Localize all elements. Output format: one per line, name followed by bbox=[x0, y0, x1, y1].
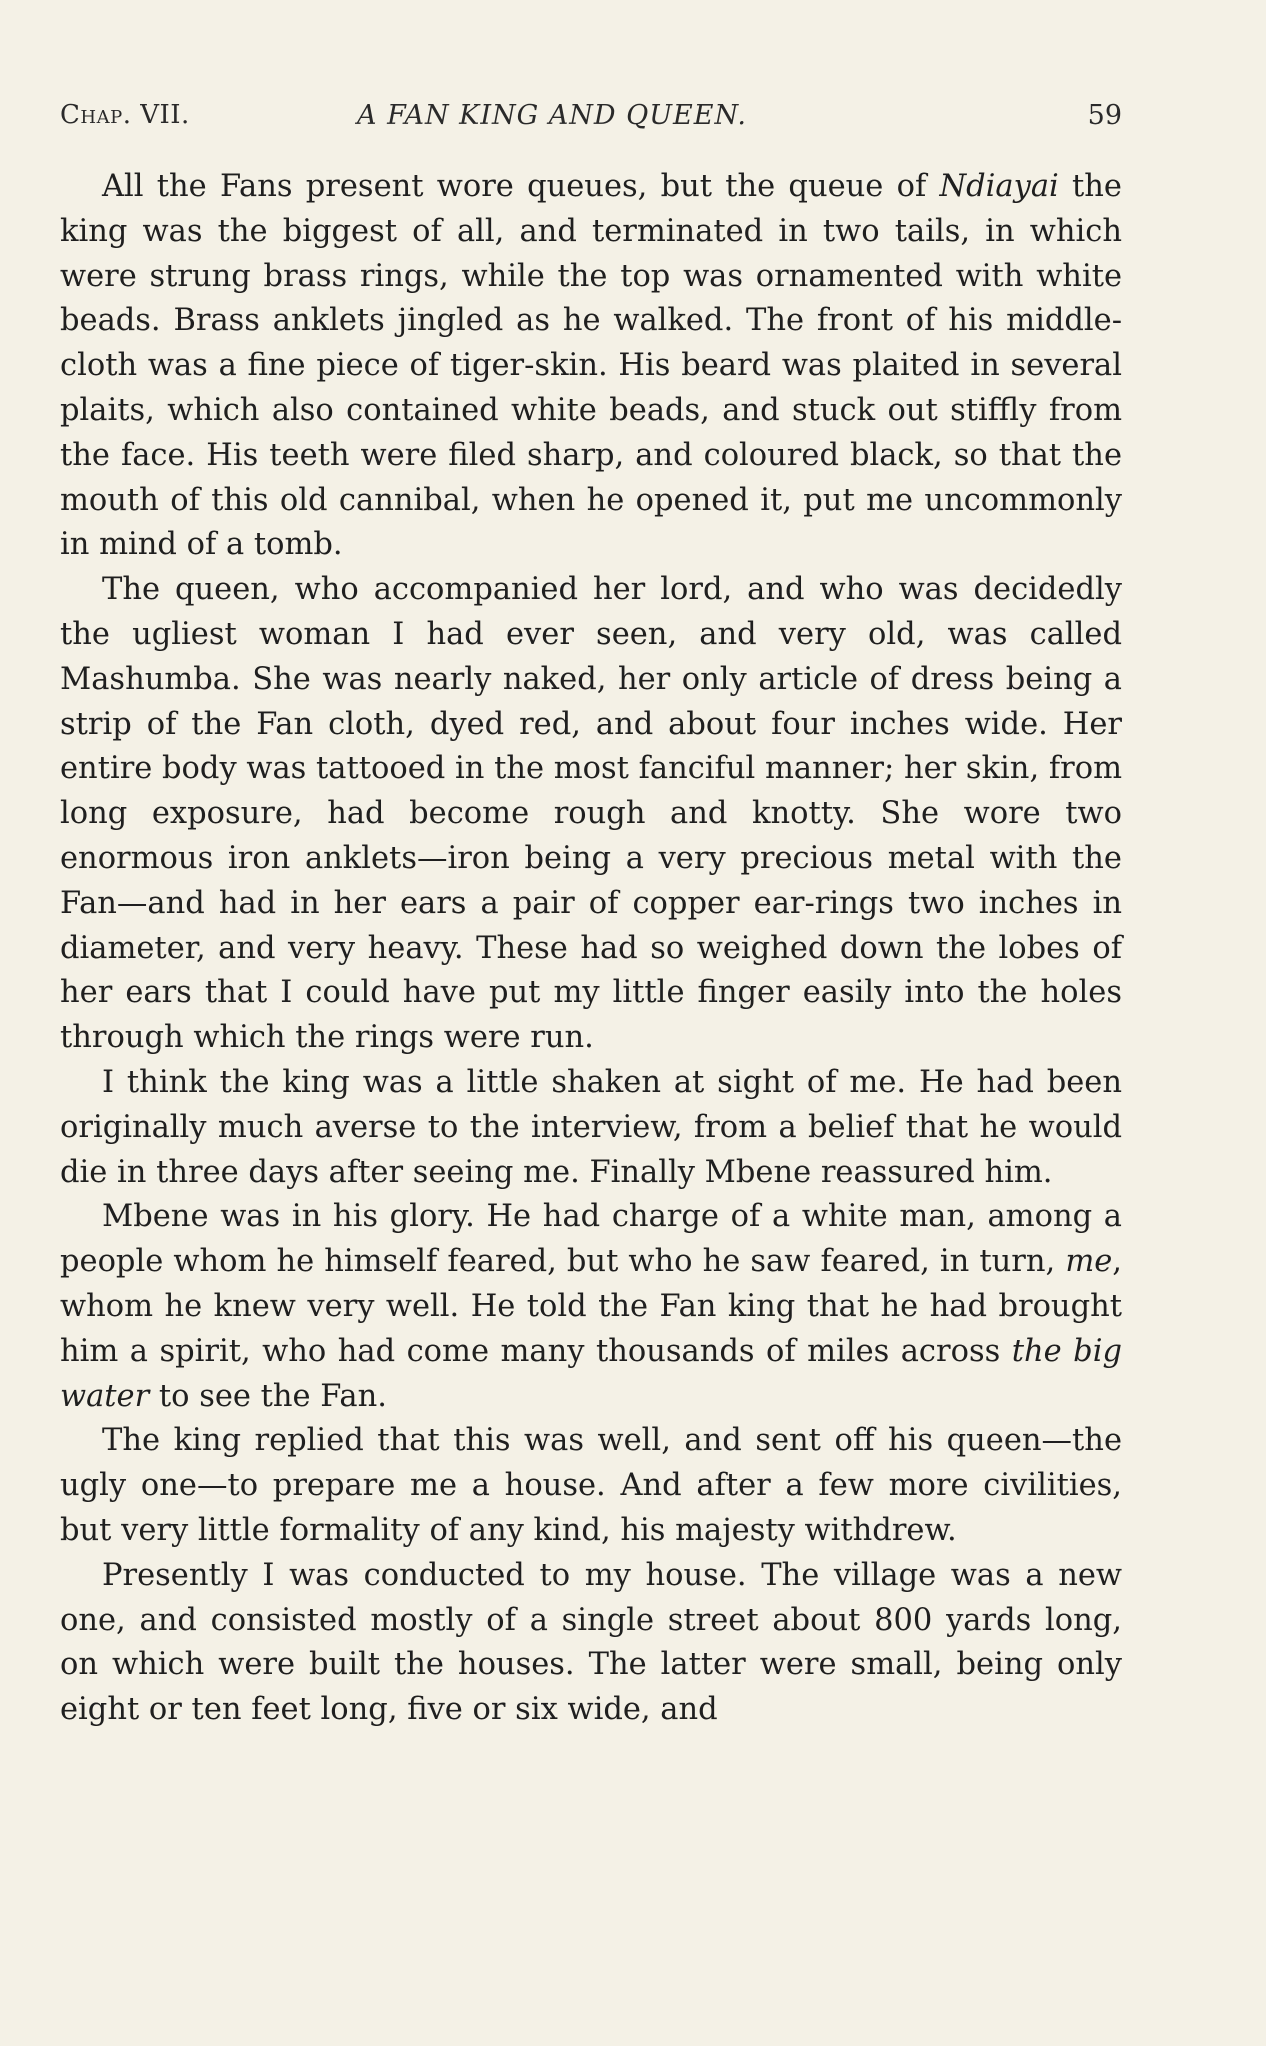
paragraph-mbene-glory bbox=[60, 1195, 1122, 1419]
italic-name: Ndiayai bbox=[939, 169, 1059, 204]
paragraph-village-house bbox=[60, 1554, 1122, 1733]
chapter-label: Chap. VII. bbox=[60, 100, 190, 130]
paragraph-king-reply bbox=[60, 1419, 1122, 1553]
body-text bbox=[60, 165, 1122, 1733]
italic-phrase: the big water bbox=[60, 1333, 1122, 1414]
paragraph-text: The queen, who accompanied her lord, and who was decidedly the ugliest woman I had ever seen, and very old, was called Mashumba. She was nearly naked, her only article of dress being a strip of the Fan cloth, dyed red, and about four inches wide. Her entire body was tattooed in the most fanciful manner; her skin, from long exposure, had become rough and knotty. She wore two enormous iron anklets—iron being a very precious metal with the Fan—and had in her ears a pair of copper ear-rings two inches in diameter, and very heavy. These had so weighed down the lobes of her ears that I could have put my little finger easily into the holes through which the rings were run. bbox=[60, 572, 1122, 1056]
paragraph-text: The king replied that this was well, and sent off his queen—the ugly one—to prepare me a house. And after a few more civilities, but very little formality of any kind, his majesty withdrew. bbox=[60, 1423, 1122, 1548]
running-header bbox=[60, 100, 1122, 140]
paragraph-text: I think the king was a little shaken at sight of me. He had been originally much averse to the interview, from a belief that he would die in three days after seeing me. Finally Mbene reassured him. bbox=[60, 1064, 1122, 1190]
page-number: 59 bbox=[1087, 100, 1122, 131]
paragraph-text: the king was the biggest of all, and terminated in two tails, in which were strung brass rings, while the top was ornamented with white beads. Brass anklets jingled as he walked. The front of his middle-cloth was a fine piece of tiger-skin. His beard was plaited in several plaits, which also contained white beads, and stuck out stiffly from the face. His teeth were filed sharp, and coloured black, so that the mouth of this old cannibal, when he opened it, put me uncommonly in mind of a tomb. bbox=[60, 169, 1122, 563]
paragraph-king-description bbox=[60, 165, 1122, 568]
italic-word: me bbox=[1065, 1244, 1113, 1280]
paragraph-text: Mbene was in his glory. He had charge of a white man, among a people whom he himself feared, but who he saw feared, in turn, bbox=[60, 1199, 1122, 1280]
paragraph-text: to see the Fan. bbox=[149, 1378, 387, 1414]
paragraph-queen-description bbox=[60, 568, 1122, 1061]
running-title: A FAN KING AND QUEEN. bbox=[357, 100, 747, 131]
paragraph-text: Presently I was conducted to my house. The village was a new one, and consisted mostly of a single street about 800 yards long, on which were built the houses. The latter were small, being only eight or ten feet long, five or six wide, and bbox=[60, 1557, 1122, 1728]
paragraph-text: All the Fans present wore queues, but the queue of bbox=[102, 169, 940, 204]
paragraph-text: , whom he knew very well. He told the Fan king that he had brought him a spirit, who had come many thousands of miles across bbox=[60, 1244, 1122, 1369]
paragraph-king-shaken bbox=[60, 1061, 1122, 1195]
